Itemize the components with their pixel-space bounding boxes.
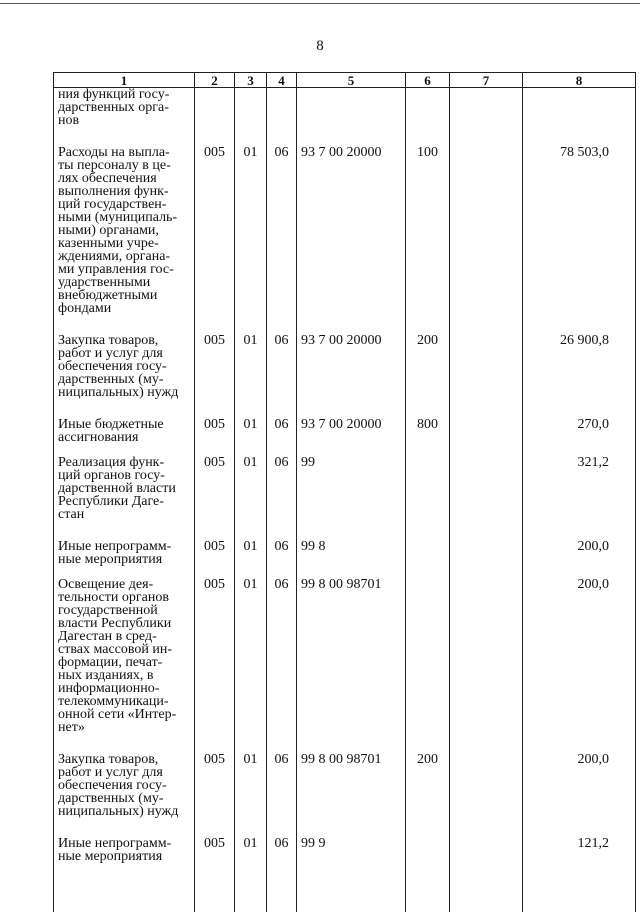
subsection-code-cell: 01 — [235, 578, 267, 753]
header-col-3: 3 — [235, 73, 267, 88]
expense-type-cell: 200 — [406, 753, 450, 837]
subsection2-code-cell: 06 — [267, 418, 297, 456]
row-name-line: дарственных (му- — [58, 373, 192, 386]
section-code-cell: 005 — [195, 753, 235, 837]
row-name-line: казенными учре- — [58, 237, 192, 250]
header-col-6: 6 — [406, 73, 450, 88]
row-name-line: государственной — [58, 604, 192, 617]
subsection-code-cell: 01 — [235, 753, 267, 837]
row-name-cell — [54, 146, 195, 334]
subsection2-code-cell: 06 — [267, 578, 297, 753]
row-name-line: ные мероприятия — [58, 850, 192, 863]
subsection2-code-cell: 06 — [267, 146, 297, 334]
row-name-line: Республики Даге- — [58, 495, 192, 508]
budget-table — [53, 72, 636, 912]
amount-cell: 321,2 — [523, 456, 636, 540]
header-row — [54, 73, 636, 88]
row-name-line: Иные непрограмм- — [58, 540, 192, 553]
header-col-8: 8 — [523, 73, 636, 88]
row-name-line: Расходы на выпла- — [58, 146, 192, 159]
table-row — [54, 540, 636, 578]
section-code-cell: 005 — [195, 578, 235, 753]
row-name-line: стан — [58, 508, 192, 521]
target-article-cell: 93 7 00 20000 — [297, 146, 406, 334]
table-body — [54, 88, 636, 912]
row-name-line: Закупка товаров, — [58, 334, 192, 347]
target-article-cell: 99 — [297, 456, 406, 540]
row-name-line: нет» — [58, 721, 192, 734]
section-code-cell: 005 — [195, 540, 235, 578]
target-article-cell: 99 8 00 98701 — [297, 753, 406, 837]
row-name-line: власти Республики — [58, 617, 192, 630]
header-col-2: 2 — [195, 73, 235, 88]
row-name-line: Освещение дея- — [58, 578, 192, 591]
row-name-line: ударственными — [58, 276, 192, 289]
subsection-code-cell: 01 — [235, 334, 267, 418]
subsection2-code-cell: 06 — [267, 540, 297, 578]
col7-cell — [450, 88, 523, 147]
row-name-line: ниципальных) нужд — [58, 386, 192, 399]
row-name-line: ствах массовой ин- — [58, 643, 192, 656]
row-name-line: фондами — [58, 302, 192, 315]
table-row — [54, 418, 636, 456]
row-name-cell — [54, 578, 195, 753]
header-col-1: 1 — [54, 73, 195, 88]
row-name-cell — [54, 88, 195, 147]
row-name-line: ты персоналу в це- — [58, 159, 192, 172]
row-name-line: Закупка товаров, — [58, 753, 192, 766]
section-code-cell: 005 — [195, 456, 235, 540]
row-name-line: ными) органами, — [58, 224, 192, 237]
subsection-code-cell — [235, 88, 267, 147]
table-row — [54, 88, 636, 147]
row-name-line: Иные бюджетные — [58, 418, 192, 431]
subsection-code-cell: 01 — [235, 540, 267, 578]
subsection2-code-cell: 06 — [267, 753, 297, 837]
row-name-cell — [54, 837, 195, 912]
expense-type-cell: 200 — [406, 334, 450, 418]
section-code-cell: 005 — [195, 146, 235, 334]
table-row — [54, 578, 636, 753]
expense-type-cell — [406, 578, 450, 753]
col7-cell — [450, 753, 523, 837]
row-name-line: телекоммуникаци- — [58, 695, 192, 708]
row-name-line: формации, печат- — [58, 656, 192, 669]
subsection-code-cell: 01 — [235, 456, 267, 540]
expense-type-cell — [406, 540, 450, 578]
expense-type-cell — [406, 456, 450, 540]
amount-cell: 26 900,8 — [523, 334, 636, 418]
header-col-5: 5 — [297, 73, 406, 88]
row-name-line: ными (муниципаль- — [58, 211, 192, 224]
target-article-cell — [297, 88, 406, 147]
row-name-line: ных изданиях, в — [58, 669, 192, 682]
row-name-cell — [54, 334, 195, 418]
row-name-line: ные мероприятия — [58, 553, 192, 566]
row-name-line: нов — [58, 114, 192, 127]
row-name-line: работ и услуг для — [58, 766, 192, 779]
subsection-code-cell: 01 — [235, 837, 267, 912]
row-name-cell — [54, 456, 195, 540]
subsection2-code-cell — [267, 88, 297, 147]
amount-cell: 270,0 — [523, 418, 636, 456]
row-name-line: ждениями, органа- — [58, 250, 192, 263]
row-name-line: ниципальных) нужд — [58, 805, 192, 818]
row-name-line: ми управления гос- — [58, 263, 192, 276]
row-name-line: онной сети «Интер- — [58, 708, 192, 721]
target-article-cell: 99 8 00 98701 — [297, 578, 406, 753]
header-col-7: 7 — [450, 73, 523, 88]
row-name-line: работ и услуг для — [58, 347, 192, 360]
col7-cell — [450, 578, 523, 753]
row-name-cell — [54, 753, 195, 837]
row-name-line: информационно- — [58, 682, 192, 695]
row-name-cell — [54, 418, 195, 456]
row-name-line: обеспечения госу- — [58, 779, 192, 792]
col7-cell — [450, 334, 523, 418]
subsection-code-cell: 01 — [235, 146, 267, 334]
amount-cell: 200,0 — [523, 578, 636, 753]
table-row — [54, 837, 636, 912]
expense-type-cell: 100 — [406, 146, 450, 334]
col7-cell — [450, 146, 523, 334]
amount-cell: 200,0 — [523, 540, 636, 578]
table-row — [54, 146, 636, 334]
amount-cell: 121,2 — [523, 837, 636, 912]
row-name-line: дарственных (му- — [58, 792, 192, 805]
row-name-line: лях обеспечения — [58, 172, 192, 185]
section-code-cell: 005 — [195, 334, 235, 418]
col7-cell — [450, 456, 523, 540]
col7-cell — [450, 540, 523, 578]
row-name-cell — [54, 540, 195, 578]
amount-cell: 78 503,0 — [523, 146, 636, 334]
row-name-line: Дагестан в сред- — [58, 630, 192, 643]
row-name-line: Реализация функ- — [58, 456, 192, 469]
table-row — [54, 334, 636, 418]
table-row — [54, 753, 636, 837]
page-number: 8 — [0, 38, 640, 55]
row-name-line: Иные непрограмм- — [58, 837, 192, 850]
section-code-cell — [195, 88, 235, 147]
row-name-line: ния функций госу- — [58, 88, 192, 101]
target-article-cell: 93 7 00 20000 — [297, 334, 406, 418]
row-name-line: ций органов госу- — [58, 469, 192, 482]
subsection2-code-cell: 06 — [267, 456, 297, 540]
row-name-line: внебюджетными — [58, 289, 192, 302]
target-article-cell: 93 7 00 20000 — [297, 418, 406, 456]
section-code-cell: 005 — [195, 418, 235, 456]
subsection2-code-cell: 06 — [267, 334, 297, 418]
target-article-cell: 99 9 — [297, 837, 406, 912]
expense-type-cell: 800 — [406, 418, 450, 456]
amount-cell — [523, 88, 636, 147]
row-name-line: обеспечения госу- — [58, 360, 192, 373]
section-code-cell: 005 — [195, 837, 235, 912]
row-name-line: ций государствен- — [58, 198, 192, 211]
expense-type-cell — [406, 837, 450, 912]
target-article-cell: 99 8 — [297, 540, 406, 578]
col7-cell — [450, 418, 523, 456]
row-name-line: тельности органов — [58, 591, 192, 604]
subsection-code-cell: 01 — [235, 418, 267, 456]
amount-cell: 200,0 — [523, 753, 636, 837]
row-name-line: ассигнования — [58, 431, 192, 444]
row-name-line: дарственных орга- — [58, 101, 192, 114]
row-name-line: выполнения функ- — [58, 185, 192, 198]
subsection2-code-cell: 06 — [267, 837, 297, 912]
col7-cell — [450, 837, 523, 912]
row-name-line: дарственной власти — [58, 482, 192, 495]
top-rule — [0, 3, 640, 4]
table-row — [54, 456, 636, 540]
header-col-4: 4 — [267, 73, 297, 88]
expense-type-cell — [406, 88, 450, 147]
